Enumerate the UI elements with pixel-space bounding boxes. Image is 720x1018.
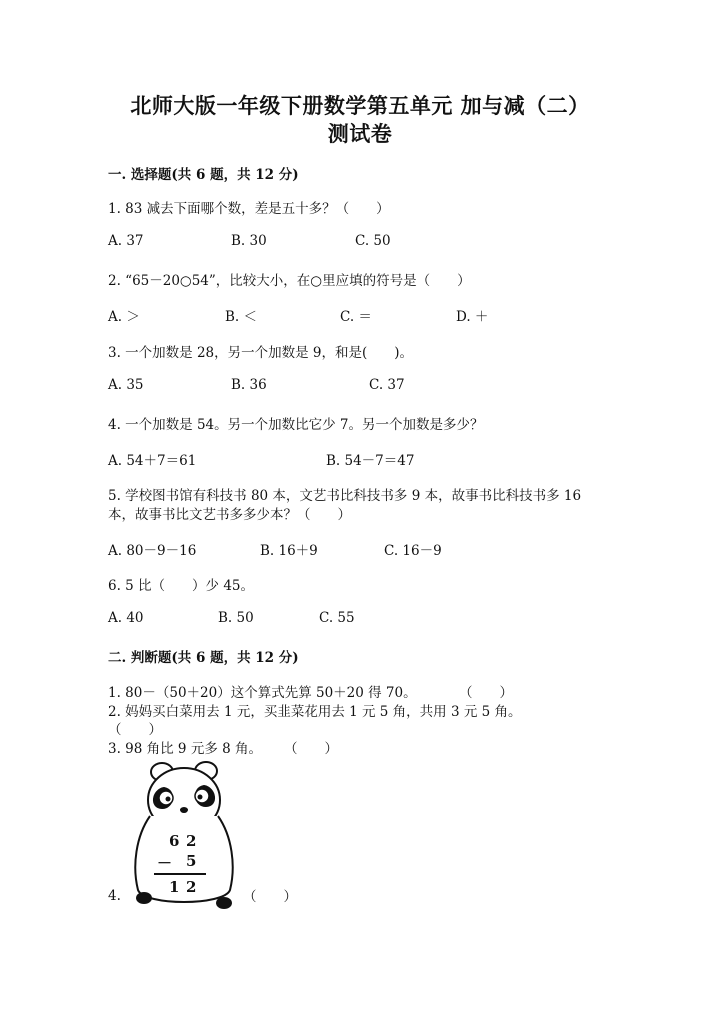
- question-6-option-a[interactable]: A. 40: [108, 610, 144, 626]
- question-5-option-b[interactable]: B. 16＋9: [260, 543, 318, 559]
- question-2-stem: 2. “65－20○54”，比较大小，在○里应填的符号是（ ）: [108, 273, 471, 289]
- question-2-option-c[interactable]: C. ＝: [340, 309, 372, 325]
- question-3-stem: 3. 一个加数是 28，另一个加数是 9，和是( )。: [108, 345, 414, 361]
- result-tens: 1: [169, 878, 180, 896]
- question-3-option-c[interactable]: C. 37: [369, 377, 405, 393]
- judgement-4-blank[interactable]: （ ）: [243, 889, 297, 905]
- result-ones: 2: [186, 878, 197, 896]
- question-5-stem-line1: 5. 学校图书馆有科技书 80 本，文艺书比科技书多 9 本，故事书比科技书多 16: [108, 488, 582, 504]
- question-4-option-a[interactable]: A. 54＋7＝61: [108, 453, 197, 469]
- question-4-stem: 4. 一个加数是 54。另一个加数比它少 7。另一个加数是多少？: [108, 417, 484, 433]
- minuend-tens: 6: [169, 832, 180, 850]
- judgement-2-text: 2. 妈妈买白菜用去 1 元，买韭菜花用去 1 元 5 角，共用 3 元 5 角。: [108, 704, 522, 720]
- judgement-3-text: 3. 98 角比 9 元多 8 角。: [108, 741, 262, 757]
- judgement-1-text: 1. 80－（50＋20）这个算式先算 50＋20 得 70。: [108, 685, 417, 701]
- question-3-option-b[interactable]: B. 36: [231, 377, 267, 393]
- question-2-option-b[interactable]: B. ＜: [225, 309, 258, 325]
- question-5-stem-line2: 本，故事书比文艺书多多少本？（ ）: [108, 507, 351, 523]
- question-6-option-c[interactable]: C. 55: [319, 610, 355, 626]
- question-1-option-c[interactable]: C. 50: [355, 233, 391, 249]
- operator: －: [157, 854, 173, 872]
- minuend-ones: 2: [186, 832, 197, 850]
- question-1-option-b[interactable]: B. 30: [231, 233, 267, 249]
- page-title: 北师大版一年级下册数学第五单元 加与减（二）: [130, 93, 590, 118]
- question-4-option-b[interactable]: B. 54－7＝47: [326, 453, 415, 469]
- question-2-option-d[interactable]: D. ＋: [456, 309, 489, 325]
- judgement-1-blank[interactable]: （ ）: [459, 685, 513, 701]
- question-3-option-a[interactable]: A. 35: [108, 377, 144, 393]
- section-heading-choice: 一. 选择题(共 6 题，共 12 分): [108, 167, 299, 183]
- question-6-stem: 6. 5 比（ ）少 45。: [108, 578, 255, 594]
- section-heading-judgement: 二. 判断题(共 6 题，共 12 分): [108, 650, 299, 666]
- question-5-option-a[interactable]: A. 80－9－16: [108, 543, 197, 559]
- question-5-option-c[interactable]: C. 16－9: [384, 543, 442, 559]
- question-2-option-a[interactable]: A. ＞: [108, 309, 140, 325]
- subtrahend: 5: [186, 852, 197, 870]
- question-6-option-b[interactable]: B. 50: [218, 610, 254, 626]
- page-subtitle: 测试卷: [327, 121, 393, 146]
- judgement-4-text: 4.: [108, 888, 121, 904]
- panda-illustration: [124, 756, 244, 916]
- judgement-2-blank[interactable]: （ ）: [108, 722, 162, 738]
- question-1-stem: 1. 83 减去下面哪个数，差是五十多？（ ）: [108, 201, 390, 217]
- question-1-option-a[interactable]: A. 37: [108, 233, 144, 249]
- judgement-3-blank[interactable]: （ ）: [284, 741, 338, 757]
